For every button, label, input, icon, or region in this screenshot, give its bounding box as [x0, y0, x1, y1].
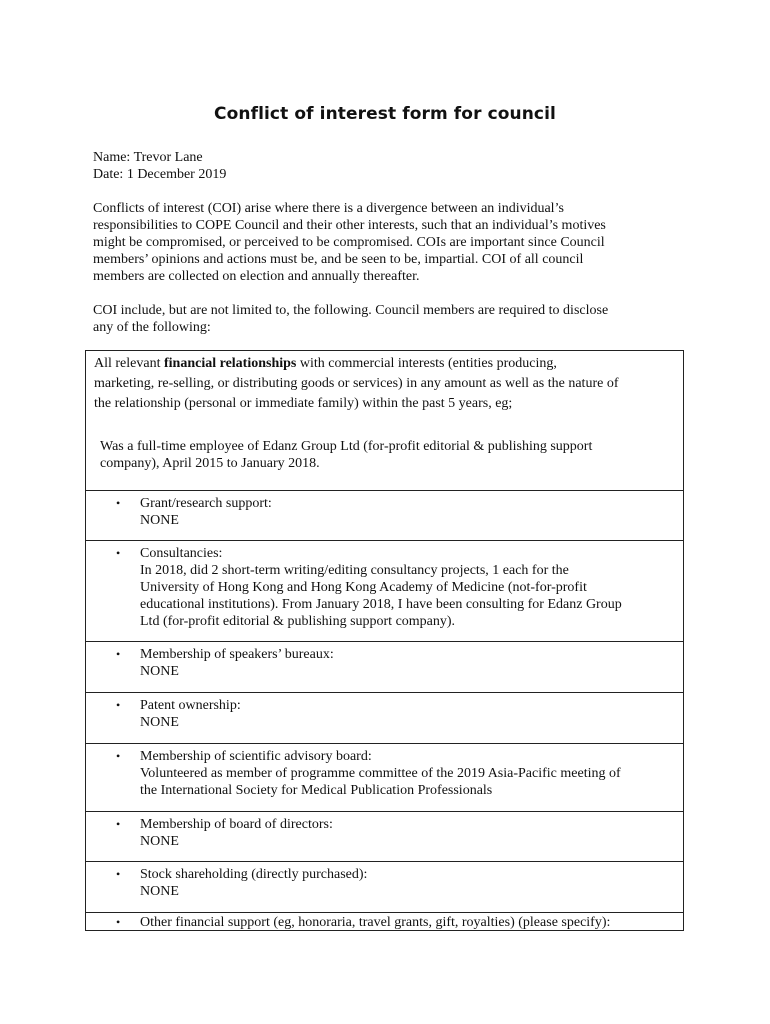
- table-row-intro: [86, 351, 683, 491]
- item-label: Consultancies:: [140, 546, 223, 561]
- intro-prefix: All relevant: [94, 356, 164, 371]
- intro-line-1: [94, 354, 618, 374]
- paragraph-line: members are collected on election and annually thereafter.: [93, 269, 420, 284]
- disclosure-paragraph: [93, 302, 673, 336]
- intro-line-3: the relationship (personal or immediate family) within the past 5 years, eg;: [94, 396, 513, 411]
- item-body: [140, 914, 610, 931]
- item-label: Membership of board of directors:: [140, 817, 333, 832]
- table-row: [86, 862, 683, 913]
- item-answer: University of Hong Kong and Hong Kong Academy of Medicine (not-for-profit: [140, 580, 587, 595]
- bullet-icon: •: [116, 546, 121, 560]
- meta-block: [93, 149, 226, 183]
- table-row: [86, 642, 683, 693]
- item-answer: Ltd (for-profit editorial & publishing support company).: [140, 614, 456, 629]
- item-body: [140, 866, 367, 900]
- item-answer: NONE: [140, 715, 179, 730]
- item-answer: educational institutions). From January 2018, I have been consulting for Edanz Group: [140, 597, 622, 612]
- item-answer: NONE: [140, 884, 179, 899]
- item-label: Other financial support (eg, honoraria, travel grants, gift, royalties) (please specify):: [140, 915, 611, 930]
- table-row: [86, 693, 683, 744]
- paragraph-line: Conflicts of interest (COI) arise where there is a divergence between an individual’s: [93, 201, 564, 216]
- item-answer: In 2018, did 2 short-term writing/editing consultancy projects, 1 each for the: [140, 563, 569, 578]
- item-body: [140, 495, 272, 529]
- bullet-icon: •: [116, 915, 121, 929]
- item-answer: Volunteered as member of programme committee of the 2019 Asia-Pacific meeting of: [140, 766, 621, 781]
- item-body: [140, 697, 241, 731]
- item-body: [140, 646, 334, 680]
- paragraph-line: any of the following:: [93, 320, 211, 335]
- bullet-icon: •: [116, 817, 121, 831]
- bullet-icon: •: [116, 749, 121, 763]
- paragraph-line: members’ opinions and actions must be, and be seen to be, impartial. COI of all council: [93, 252, 584, 267]
- intro-line-2: marketing, re-selling, or distributing goods or services) in any amount as well as the nature of: [94, 376, 619, 391]
- item-label: Membership of speakers’ bureaux:: [140, 647, 334, 662]
- employee-line: Was a full-time employee of Edanz Group Ltd (for-profit editorial & publishing support: [100, 439, 593, 454]
- item-answer: NONE: [140, 513, 179, 528]
- table-row: [86, 744, 683, 812]
- item-label: Grant/research support:: [140, 496, 272, 511]
- bullet-icon: •: [116, 867, 121, 881]
- item-body: [140, 816, 333, 850]
- item-body: [140, 545, 622, 630]
- table-row: [86, 913, 683, 930]
- date-line: Date: 1 December 2019: [93, 167, 227, 182]
- paragraph-line: might be compromised, or perceived to be compromised. COIs are important since Council: [93, 235, 605, 250]
- employee-line: company), April 2015 to January 2018.: [100, 456, 320, 471]
- item-body: [140, 748, 621, 799]
- financial-relationships-bold: financial relationships: [163, 356, 297, 371]
- item-answer: NONE: [140, 834, 179, 849]
- table-row: [86, 491, 683, 541]
- item-answer: NONE: [140, 664, 179, 679]
- coi-table: [85, 350, 684, 931]
- intro-line1-rest: with commercial interests (entities producing,: [296, 356, 557, 371]
- paragraph-line: COI include, but are not limited to, the following. Council members are required to disclose: [93, 303, 609, 318]
- financial-relationships-intro: [94, 354, 618, 414]
- employee-statement: [100, 438, 592, 472]
- name-line: Name: Trevor Lane: [93, 150, 203, 165]
- item-label: Stock shareholding (directly purchased):: [140, 867, 368, 882]
- bullet-icon: •: [116, 647, 121, 661]
- page-title: Conflict of interest form for council: [214, 104, 556, 124]
- bullet-icon: •: [116, 496, 121, 510]
- item-label: Membership of scientific advisory board:: [140, 749, 372, 764]
- coi-definition-paragraph: [93, 200, 673, 285]
- table-row: [86, 812, 683, 862]
- paragraph-line: responsibilities to COPE Council and their other interests, such that an individual’s motives: [93, 218, 606, 233]
- table-row: [86, 541, 683, 642]
- item-label: Patent ownership:: [140, 698, 241, 713]
- bullet-icon: •: [116, 698, 121, 712]
- item-answer: the International Society for Medical Publication Professionals: [140, 783, 493, 798]
